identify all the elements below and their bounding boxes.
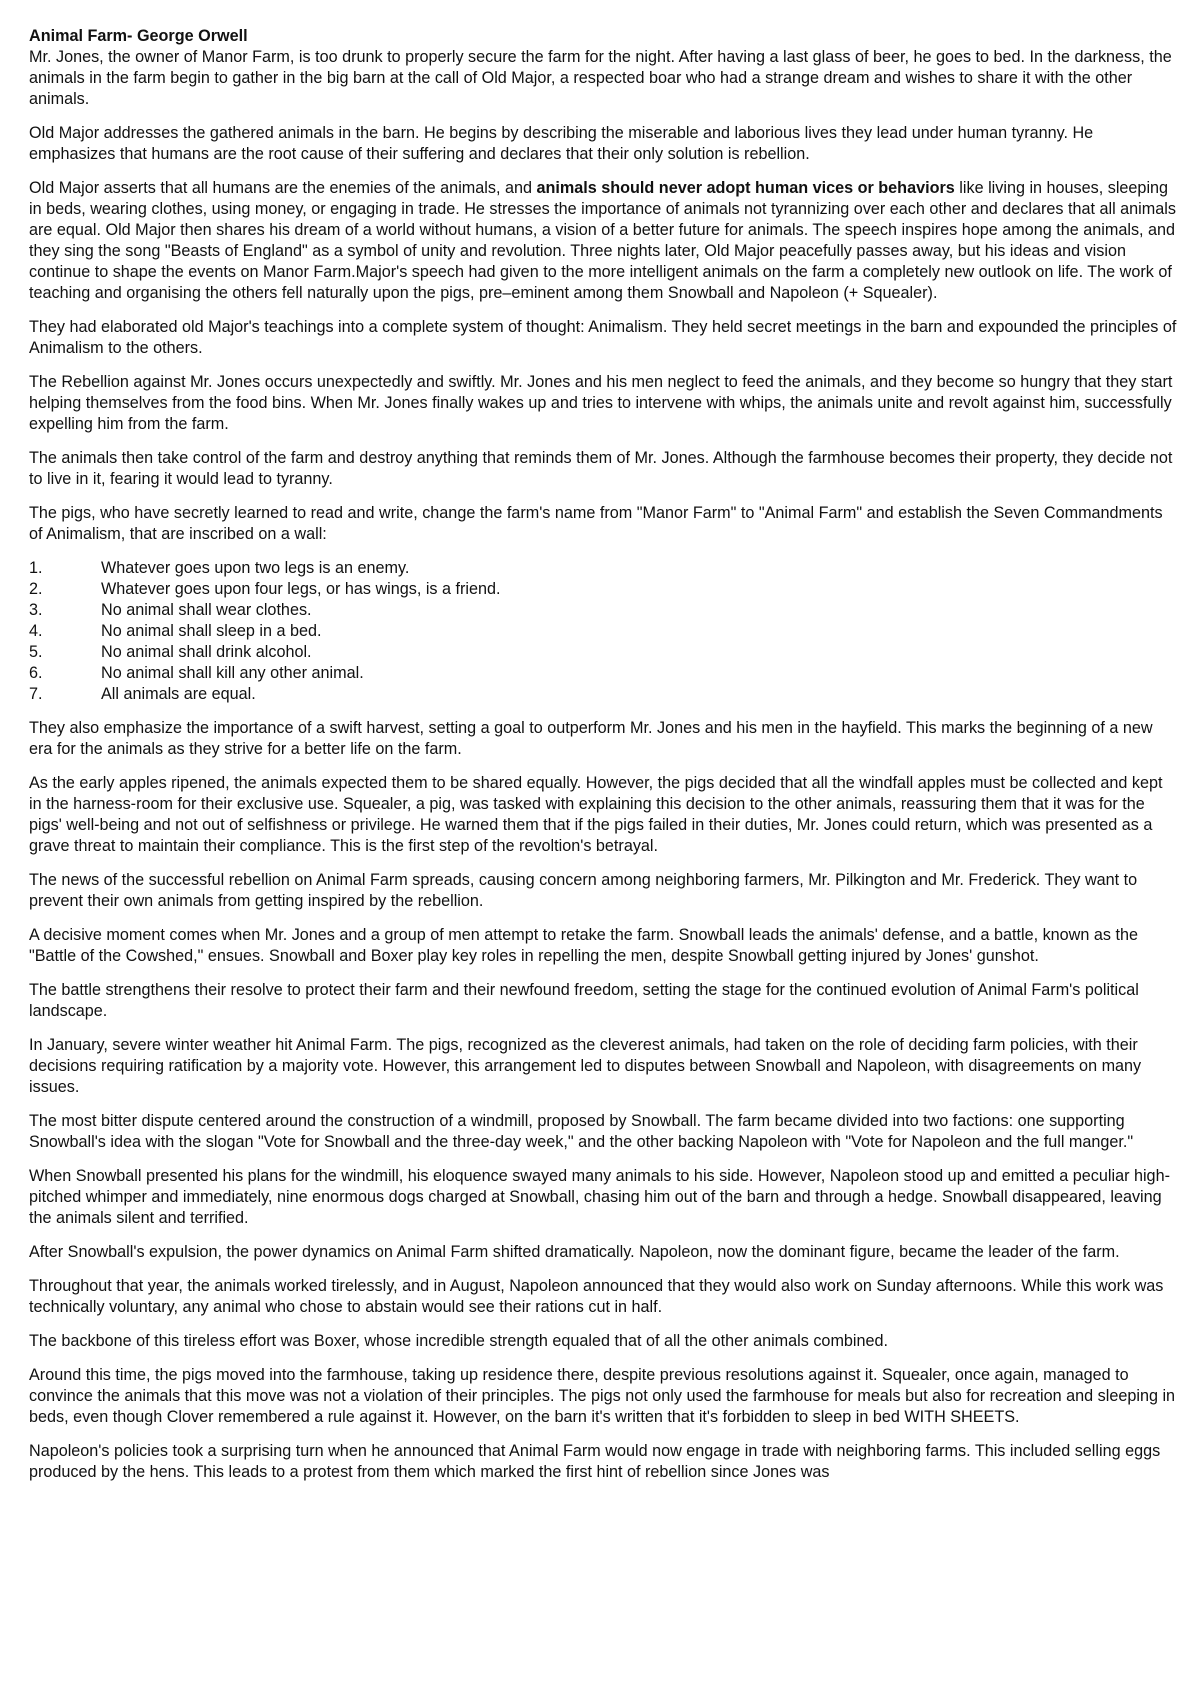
paragraph: The news of the successful rebellion on Animal Farm spreads, causing concern among neighboring farmers, Mr. Pilkington and Mr. Frederick. They want to prevent their own animals from getting inspired by the rebellion. — [29, 871, 1138, 910]
paragraph: They also emphasize the importance of a swift harvest, setting a goal to outperform Mr. Jones and his men in the hayfield. This marks the beginning of a new era for the animals as they strive for a better life on the farm. — [29, 719, 1153, 758]
list-text: No animal shall drink alcohol. — [101, 643, 312, 661]
list-number: 1. — [29, 559, 43, 577]
paragraph: The most bitter dispute centered around the construction of a windmill, proposed by Snowball. The farm became divided into two factions: one supporting Snowball's idea with the slogan "Vote for Snowball and the three-day week," and the other backing Napoleon with "Vote for Napoleon and the full manger." — [29, 1112, 1134, 1151]
paragraph — [29, 178, 1179, 304]
list-number: 5. — [29, 643, 43, 661]
paragraph: When Snowball presented his plans for the windmill, his eloquence swayed many animals to his side. However, Napoleon stood up and emitted a peculiar high-pitched whimper and immediately, nine enormous dogs charged at Snowball, chasing him out of the barn and through a hedge. Snowball disappeared, leaving the animals silent and terrified. — [29, 1167, 1170, 1227]
list-text: All animals are equal. — [101, 685, 256, 703]
paragraph: The pigs, who have secretly learned to read and write, change the farm's name from "Manor Farm" to "Animal Farm" and establish the Seven Commandments of Animalism, that are inscribed on a wall: — [29, 504, 1163, 543]
list-text: No animal shall sleep in a bed. — [101, 622, 322, 640]
list-item — [29, 684, 1179, 705]
paragraph: Throughout that year, the animals worked tirelessly, and in August, Napoleon announced that they would also work on Sunday afternoons. While this work was technically voluntary, any animal who chose to abstain would see their rations cut in half. — [29, 1277, 1164, 1316]
paragraph: Around this time, the pigs moved into the farmhouse, taking up residence there, despite previous resolutions against it. Squealer, once again, managed to convince the animals that this move was not a violation of their principles. The pigs not only used the farmhouse for meals but also for recreation and sleeping in beds, even though Clover remembered a rule against it. However, on the barn it's written that it's forbidden to sleep in bed WITH SHEETS. — [29, 1366, 1176, 1426]
paragraph: A decisive moment comes when Mr. Jones and a group of men attempt to retake the farm. Snowball leads the animals' defense, and a battle, known as the "Battle of the Cowshed," ensues. Snowball and Boxer play key roles in repelling the men, despite Snowball getting injured by Jones' gunshot. — [29, 926, 1138, 965]
paragraph: The animals then take control of the farm and destroy anything that reminds them of Mr. Jones. Although the farmhouse becomes their property, they decide not to live in it, fearing it would lead to tyranny. — [29, 449, 1173, 488]
paragraph: The backbone of this tireless effort was Boxer, whose incredible strength equaled that of all the other animals combined. — [29, 1332, 889, 1350]
list-text: Whatever goes upon four legs, or has wings, is a friend. — [101, 580, 501, 598]
list-item — [29, 600, 1179, 621]
paragraph: After Snowball's expulsion, the power dynamics on Animal Farm shifted dramatically. Napoleon, now the dominant figure, became the leader of the farm. — [29, 1243, 1120, 1261]
paragraph: The battle strengthens their resolve to protect their farm and their newfound freedom, setting the stage for the continued evolution of Animal Farm's political landscape. — [29, 981, 1139, 1020]
list-item — [29, 558, 1179, 579]
paragraph: The Rebellion against Mr. Jones occurs unexpectedly and swiftly. Mr. Jones and his men neglect to feed the animals, and they become so hungry that they start helping themselves from the food bins. When Mr. Jones finally wakes up and tries to intervene with whips, the animals unite and revolt against him, successfully expelling him from the farm. — [29, 373, 1173, 433]
paragraph: Mr. Jones, the owner of Manor Farm, is too drunk to properly secure the farm for the night. After having a last glass of beer, he goes to bed. In the darkness, the animals in the farm begin to gather in the big barn at the call of Old Major, a respected boar who had a strange dream and wishes to share it with the other animals. — [29, 48, 1172, 108]
list-item — [29, 663, 1179, 684]
paragraph: They had elaborated old Major's teachings into a complete system of thought: Animalism. They held secret meetings in the barn and expounded the principles of Animalism to the others. — [29, 318, 1177, 357]
list-number: 3. — [29, 601, 43, 619]
paragraph-text: like living in houses, sleeping in beds, wearing clothes, using money, or engaging in trade. He stresses the importance of animals not tyrannizing over each other and declares that all animals are equal. Old Major then shares his dream of a world without humans, a vision of a better future for animals. The speech inspires hope among the animals, and they sing the song "Beasts of England" as a symbol of unity and revolution. Three nights later, Old Major peacefully passes away, but his ideas and vision continue to shape the events on Manor Farm.Major's speech had given to the more intelligent animals on the farm a completely new outlook on life. The work of teaching and organising the others fell naturally upon the pigs, pre–eminent among them Snowball and Napoleon (+ Squealer). — [29, 179, 1176, 302]
paragraph: In January, severe winter weather hit Animal Farm. The pigs, recognized as the cleverest animals, had taken on the role of deciding farm policies, with their decisions requiring ratification by a majority vote. However, this arrangement led to disputes between Snowball and Napoleon, with disagreements on many issues. — [29, 1036, 1142, 1096]
list-text: Whatever goes upon two legs is an enemy. — [101, 559, 410, 577]
list-text: No animal shall wear clothes. — [101, 601, 312, 619]
list-number: 4. — [29, 622, 43, 640]
paragraph: Old Major addresses the gathered animals in the barn. He begins by describing the miserable and laborious lives they lead under human tyranny. He emphasizes that humans are the root cause of their suffering and declares that their only solution is rebellion. — [29, 124, 1094, 163]
list-text: No animal shall kill any other animal. — [101, 664, 364, 682]
paragraph: Napoleon's policies took a surprising turn when he announced that Animal Farm would now engage in trade with neighboring farms. This included selling eggs produced by the hens. This leads to a protest from them which marked the first hint of rebellion since Jones was — [29, 1442, 1161, 1481]
list-item — [29, 642, 1179, 663]
list-number: 6. — [29, 664, 43, 682]
list-number: 7. — [29, 685, 43, 703]
paragraph-text: Old Major asserts that all humans are the enemies of the animals, and — [29, 179, 537, 197]
list-item — [29, 579, 1179, 600]
bold-emphasis: animals should never adopt human vices or behaviors — [536, 179, 955, 197]
commandments-list — [29, 558, 1179, 705]
document-title: Animal Farm- George Orwell — [29, 27, 248, 45]
document-page — [29, 26, 1179, 1496]
list-item — [29, 621, 1179, 642]
list-number: 2. — [29, 580, 43, 598]
paragraph: As the early apples ripened, the animals expected them to be shared equally. However, the pigs decided that all the windfall apples must be collected and kept in the harness-room for their exclusive use. Squealer, a pig, was tasked with explaining this decision to the other animals, reassuring them that it was for the pigs' well-being and not out of selfishness or privilege. He warned them that if the pigs failed in their duties, Mr. Jones could return, which was presented as a grave threat to maintain their compliance. This is the first step of the revoltion's betrayal. — [29, 774, 1163, 855]
